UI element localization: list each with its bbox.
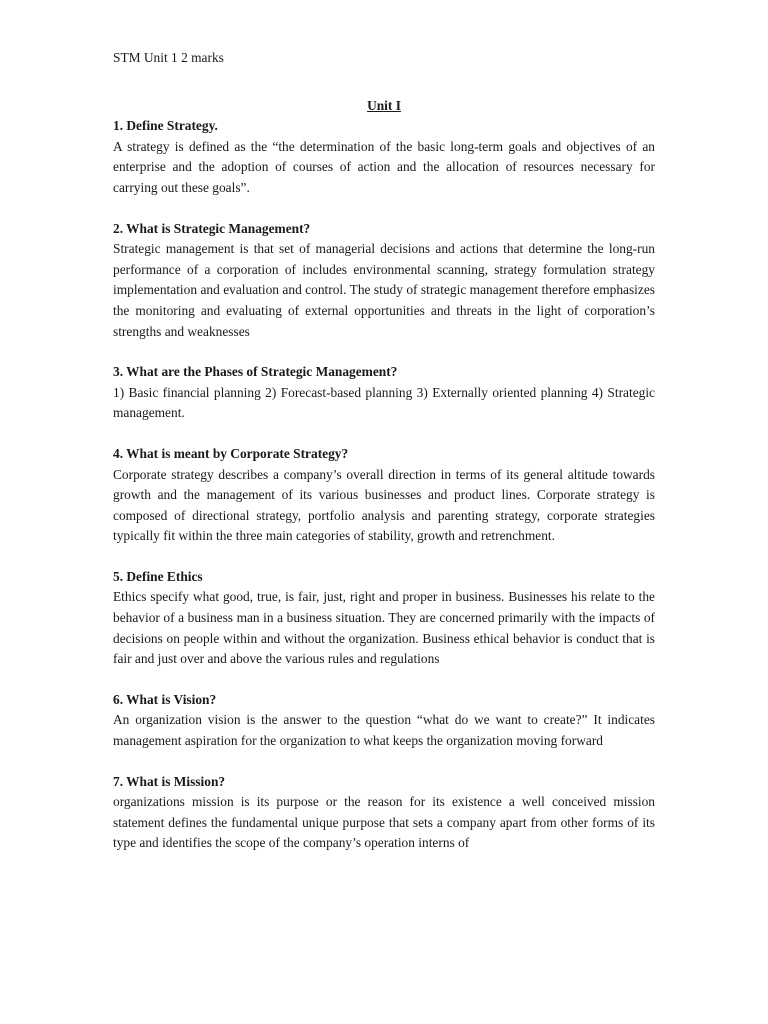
answer-paragraph: An organization vision is the answer to the question “what do we want to create?” It indicates management aspiration for the organization to what keeps the organization moving forward: [113, 712, 655, 749]
qa-section-5: [113, 567, 655, 670]
qa-section-6: [113, 690, 655, 752]
qa-section-7: [113, 772, 655, 854]
answer-paragraph: Ethics specify what good, true, is fair, just, right and proper in business. Businesses his relate to the behavior of a business man in a business situation. They are concerned primarily with the impacts of decisions on people within and without the organization. Business ethical behavior is conduct that is fair and just over and above the various rules and regulations: [113, 589, 655, 667]
question-heading: 5. Define Ethics: [113, 568, 203, 584]
answer-paragraph: A strategy is defined as the “the determination of the basic long-term goals and objectives of an enterprise and the adoption of courses of action and the allocation of resources necessary for carrying out these goals”.: [113, 138, 655, 195]
question-heading: 4. What is meant by Corporate Strategy?: [113, 445, 349, 461]
answer-paragraph: 1) Basic financial planning 2) Forecast-based planning 3) Externally oriented planning 4) Strategic management.: [113, 384, 655, 421]
question-heading: 6. What is Vision?: [113, 691, 217, 707]
qa-section-2: [113, 219, 655, 343]
qa-section-1: [113, 116, 655, 198]
document-header: STM Unit 1 2 marks: [113, 50, 224, 65]
question-heading: 2. What is Strategic Management?: [113, 220, 311, 236]
answer-paragraph: Corporate strategy describes a company’s overall direction in terms of its general altitude towards growth and the management of its various businesses and product lines. Corporate strategy is composed of directional strategy, portfolio analysis and parenting strategy, corporate strategies typically fit within the three main categories of stability, growth and retrenchment.: [113, 466, 655, 544]
qa-section-3: [113, 362, 655, 424]
answer-paragraph: Strategic management is that set of managerial decisions and actions that determine the long-run performance of a corporation of includes environmental scanning, strategy formulation strategy implementation and evaluation and control. The study of strategic management therefore emphasizes the monitoring and evaluating of external opportunities and threats in the light of corporation’s strengths and weaknesses: [113, 241, 655, 339]
question-heading: 7. What is Mission?: [113, 773, 226, 789]
unit-title: Unit I: [367, 97, 401, 113]
qa-section-4: [113, 444, 655, 547]
question-heading: 3. What are the Phases of Strategic Management?: [113, 364, 398, 380]
answer-paragraph: organizations mission is its purpose or the reason for its existence a well conceived mission statement defines the fundamental unique purpose that sets a company apart from other forms of its type and identifies the scope of the company’s operation interns of: [113, 794, 655, 851]
question-heading: 1. Define Strategy.: [113, 118, 218, 134]
document-page: [113, 48, 655, 874]
